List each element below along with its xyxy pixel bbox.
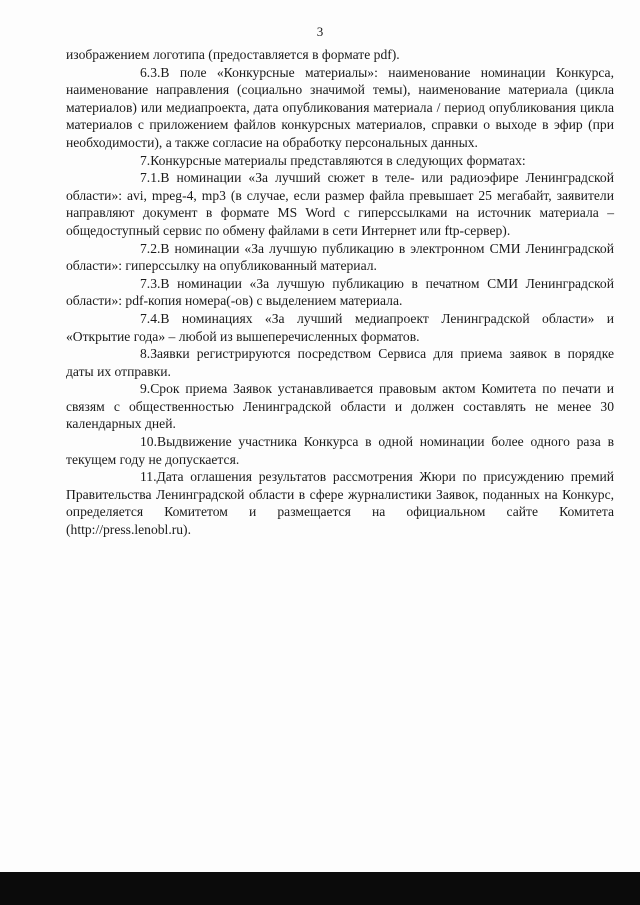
paragraph-number: 7.3. [140,275,161,291]
paragraph-7-2 [66,240,614,275]
paragraph-text: В номинации «За лучшую публикацию в печатном СМИ Ленинградской области»: pdf-копия номера(-ов) с выделением материала. [66,275,614,309]
paragraph-text: Заявки регистрируются посредством Сервиса для приема заявок в порядке даты их отправки. [66,346,614,379]
paragraph-7-4 [66,310,614,345]
paragraph-6-3 [66,64,614,152]
paragraph-7-1 [66,169,614,239]
paragraph-continuation [66,46,614,64]
paragraph-9 [66,380,614,433]
scan-bottom-edge [0,872,640,905]
paragraph-text: В номинации «За лучший сюжет в теле- или радиоэфире Ленинградской области»: avi, mpeg-4, mp3 (в случае, если размер файла превышает 25 мегабайт, заявители направляют документ в формате MS Word с гиперссылками на источник материала – общедоступный сервис по обмену файлами в сети Интернет или ftp-сервер). [66,170,614,238]
paragraph-number: 7.4. [140,310,161,326]
paragraph-text: В номинации «За лучшую публикацию в электронном СМИ Ленинградской области»: гиперссылку на опубликованный материал. [66,240,614,274]
paragraph-number: 7. [140,152,151,168]
paragraph-text: В номинациях «За лучший медиапроект Ленинградской области» и «Открытие года» – любой из вышеперечисленных форматов. [66,310,614,344]
paragraph-text: изображением логотипа (предоставляется в формате pdf). [66,47,400,62]
paragraph-number: 11. [140,469,157,485]
document-body [66,46,614,539]
paragraph-7 [66,152,614,170]
paragraph-10 [66,433,614,468]
paragraph-text: Конкурсные материалы представляются в следующих форматах: [150,152,526,168]
paragraph-number: 8. [140,346,151,362]
paragraph-number: 6.3. [140,64,161,80]
paragraph-7-3 [66,275,614,310]
paragraph-text: Дата оглашения результатов рассмотрения Жюри по присуждению премий Правительства Ленинградской области в сфере журналистики Заявок, поданных на Конкурс, определяется Комитетом и размещается на официальном сайте Комитета (http://press.lenobl.ru). [66,469,614,538]
paragraph-text: В поле «Конкурсные материалы»: наименование номинации Конкурса, наименование направления (социально значимой темы), наименование материала (цикла материалов) или медиапроекта, дата опубликования материала / период опубликования цикла материалов с приложением файлов конкурсных материалов, справки о выходе в эфир (при необходимости), а также согласие на обработку персональных данных. [66,64,614,150]
paragraph-8 [66,345,614,380]
paragraph-number: 10. [140,434,157,450]
paragraph-number: 7.1. [140,170,161,186]
paragraph-text: Выдвижение участника Конкурса в одной номинации более одного раза в текущем году не допускается. [66,434,614,467]
page-number: 3 [316,24,324,39]
paragraph-number: 9. [140,381,151,397]
paragraph-text: Срок приема Заявок устанавливается правовым актом Комитета по печати и связям с общественностью Ленинградской области и должен составлять не менее 30 календарных дней. [66,381,614,432]
paragraph-11 [66,468,614,538]
paragraph-number: 7.2. [140,240,161,256]
